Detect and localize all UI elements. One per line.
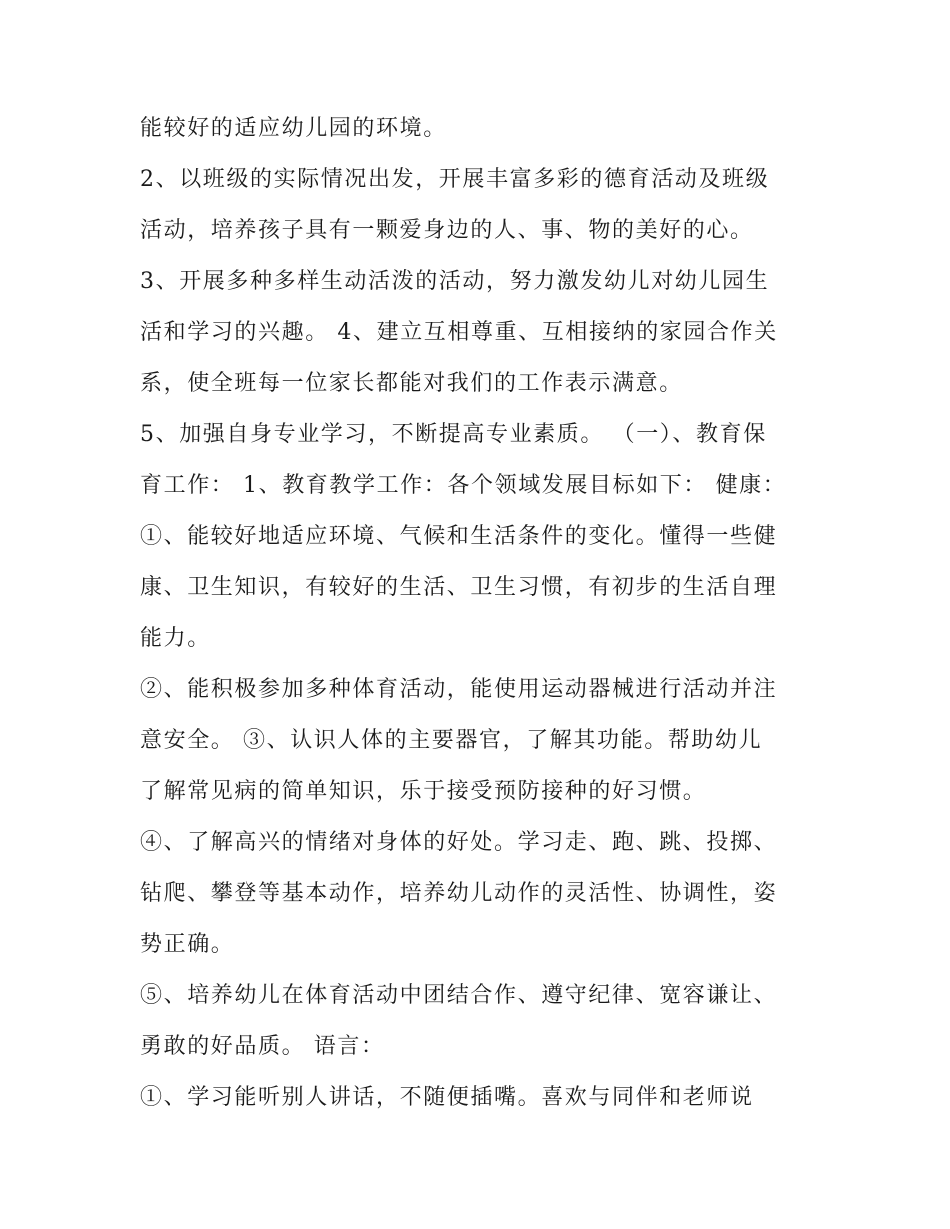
text-line: 能较好的适应幼儿园的环境。 bbox=[140, 116, 447, 141]
text-line: 2、以班级的实际情况出发，开展丰富多彩的德育活动及班级 bbox=[140, 167, 770, 192]
text-line: 活动，培养孩子具有一颗爱身边的人、事、物的美好的心。 bbox=[140, 218, 754, 243]
text-line: 了解常见病的简单知识，乐于接受预防接种的好习惯。 bbox=[140, 779, 707, 804]
text-line: 意安全。 ③、认识人体的主要器官，了解其功能。帮助幼儿 bbox=[140, 728, 763, 753]
text-line: 勇敢的好品质。 语言： bbox=[140, 1034, 385, 1059]
text-line: 5、加强自身专业学习，不断提高专业素质。 （一）、教育保 bbox=[140, 422, 767, 447]
text-line: 钻爬、攀登等基本动作，培养幼儿动作的灵活性、协调性，姿 bbox=[140, 881, 778, 906]
text-line: ①、学习能听别人讲话，不随便插嘴。喜欢与同伴和老师说 bbox=[140, 1085, 754, 1110]
text-line: 系，使全班每一位家长都能对我们的工作表示满意。 bbox=[140, 371, 683, 396]
text-line: ④、了解高兴的情绪对身体的好处。学习走、跑、跳、投掷、 bbox=[140, 830, 778, 855]
text-line: 能力。 bbox=[140, 626, 211, 651]
text-line: 康、卫生知识，有较好的生活、卫生习惯，有初步的生活自理 bbox=[140, 575, 778, 600]
text-line: ②、能积极参加多种体育活动，能使用运动器械进行活动并注 bbox=[140, 677, 778, 702]
text-line: 活和学习的兴趣。 4、建立互相尊重、互相接纳的家园合作关 bbox=[140, 320, 778, 345]
text-line: 势正确。 bbox=[140, 932, 235, 957]
text-line: ①、能较好地适应环境、气候和生活条件的变化。懂得一些健 bbox=[140, 524, 778, 549]
text-line: 3、开展多种多样生动活泼的活动，努力激发幼儿对幼儿园生 bbox=[140, 269, 770, 294]
text-line: ⑤、培养幼儿在体育活动中团结合作、遵守纪律、宽容谦让、 bbox=[140, 983, 778, 1008]
text-line: 育工作： 1、教育教学工作：各个领域发展目标如下： 健康： bbox=[140, 473, 787, 498]
